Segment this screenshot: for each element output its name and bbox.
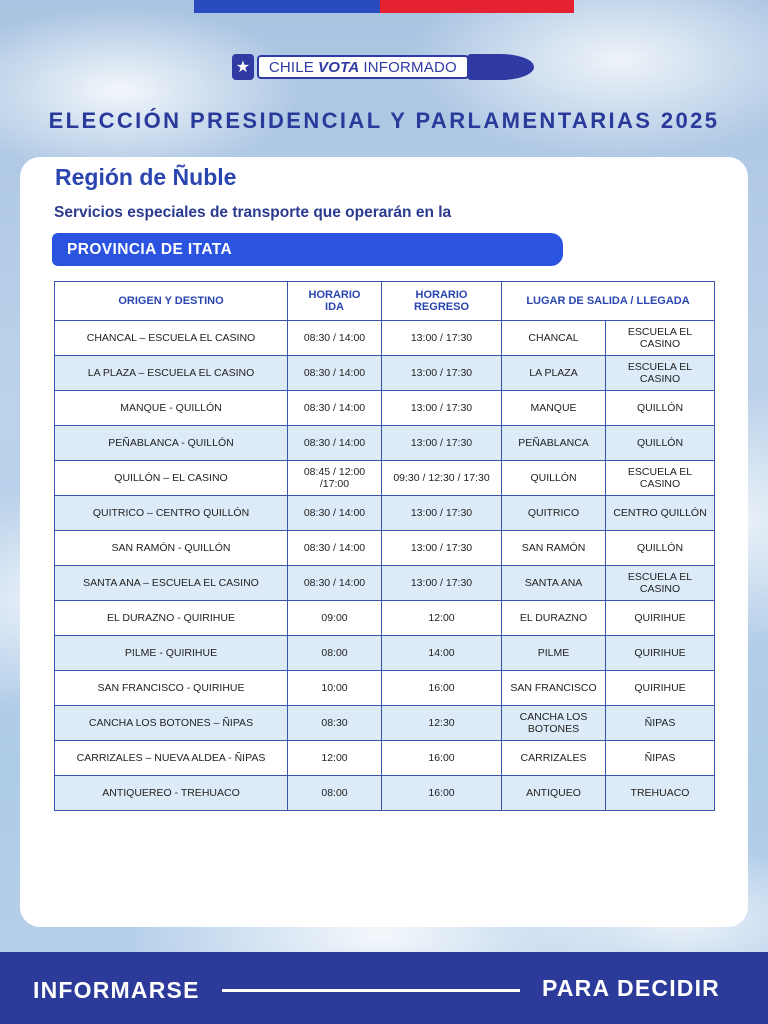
cell-ida: 08:45 / 12:00 /17:00 (288, 461, 382, 496)
cell-route: SAN RAMÓN - QUILLÓN (55, 531, 288, 566)
cell-route: PEÑABLANCA - QUILLÓN (55, 426, 288, 461)
cell-llegada: ESCUELA EL CASINO (606, 321, 715, 356)
cell-regreso: 12:00 (382, 601, 502, 636)
cell-llegada: ESCUELA EL CASINO (606, 356, 715, 391)
header-lugar: LUGAR DE SALIDA / LLEGADA (502, 282, 715, 321)
cell-llegada: ÑIPAS (606, 741, 715, 776)
table-row (55, 776, 715, 811)
cell-llegada: QUILLÓN (606, 391, 715, 426)
cell-regreso: 13:00 / 17:30 (382, 426, 502, 461)
cell-route: CHANCAL – ESCUELA EL CASINO (55, 321, 288, 356)
cell-salida: CARRIZALES (502, 741, 606, 776)
cell-ida: 08:30 / 14:00 (288, 496, 382, 531)
cell-salida: CANCHA LOS BOTONES (502, 706, 606, 741)
cell-regreso: 13:00 / 17:30 (382, 496, 502, 531)
header-ida-line2: IDA (325, 301, 344, 313)
cell-salida: ANTIQUEO (502, 776, 606, 811)
cell-llegada: ESCUELA EL CASINO (606, 566, 715, 601)
footer-right-text: PARA DECIDIR (542, 975, 720, 1001)
cell-ida: 08:00 (288, 776, 382, 811)
cell-regreso: 16:00 (382, 741, 502, 776)
header-origin: ORIGEN Y DESTINO (55, 282, 288, 321)
cell-salida: QUITRICO (502, 496, 606, 531)
cell-ida: 12:00 (288, 741, 382, 776)
header-regreso-line2: REGRESO (413, 301, 469, 313)
header-horario-regreso (382, 282, 502, 321)
cell-llegada: QUIRIHUE (606, 671, 715, 706)
cell-regreso: 13:00 / 17:30 (382, 391, 502, 426)
cell-salida: LA PLAZA (502, 356, 606, 391)
table-row (55, 706, 715, 741)
footer-left-text: INFORMARSE (33, 977, 200, 1003)
cell-salida: SAN RAMÓN (502, 531, 606, 566)
cell-llegada: QUIRIHUE (606, 636, 715, 671)
cell-llegada: QUIRIHUE (606, 601, 715, 636)
cell-ida: 08:00 (288, 636, 382, 671)
cell-route: ANTIQUEREO - TREHUACO (55, 776, 288, 811)
header-horario-ida (288, 282, 382, 321)
flag-blue-segment (194, 0, 380, 13)
cell-llegada: TREHUACO (606, 776, 715, 811)
cell-regreso: 16:00 (382, 776, 502, 811)
table-row (55, 461, 715, 496)
cell-regreso: 12:30 (382, 706, 502, 741)
logo-text-vota: VOTA (318, 58, 360, 76)
province-banner: PROVINCIA DE ITATA (52, 233, 563, 266)
cell-route: SANTA ANA – ESCUELA EL CASINO (55, 566, 288, 601)
cell-salida: MANQUE (502, 391, 606, 426)
flag-red-segment (380, 0, 574, 13)
cell-regreso: 09:30 / 12:30 / 17:30 (382, 461, 502, 496)
cell-llegada: QUILLÓN (606, 426, 715, 461)
table-row (55, 531, 715, 566)
cell-regreso: 13:00 / 17:30 (382, 531, 502, 566)
table-row (55, 391, 715, 426)
cell-ida: 09:00 (288, 601, 382, 636)
footer-divider (222, 989, 520, 992)
table-body (55, 321, 715, 811)
cell-ida: 08:30 / 14:00 (288, 391, 382, 426)
cell-salida: CHANCAL (502, 321, 606, 356)
services-subtitle: Servicios especiales de transporte que operarán en la (54, 204, 452, 221)
cell-llegada: ÑIPAS (606, 706, 715, 741)
cell-route: SAN FRANCISCO - QUIRIHUE (55, 671, 288, 706)
table-row (55, 496, 715, 531)
logo-text-chile: CHILE (268, 58, 315, 76)
cell-route: MANQUE - QUILLÓN (55, 391, 288, 426)
cell-llegada: ESCUELA EL CASINO (606, 461, 715, 496)
cell-llegada: CENTRO QUILLÓN (606, 496, 715, 531)
flag-bar (194, 0, 574, 13)
table-row (55, 321, 715, 356)
cell-ida: 08:30 (288, 706, 382, 741)
table-header-row (55, 282, 715, 321)
cell-ida: 08:30 / 14:00 (288, 566, 382, 601)
cell-route: QUITRICO – CENTRO QUILLÓN (55, 496, 288, 531)
cell-route: PILME - QUIRIHUE (55, 636, 288, 671)
cell-salida: SANTA ANA (502, 566, 606, 601)
region-heading: Región de Ñuble (55, 164, 237, 190)
star-icon: ★ (232, 54, 254, 80)
table-row (55, 601, 715, 636)
cell-llegada: QUILLÓN (606, 531, 715, 566)
table-row (55, 741, 715, 776)
cell-salida: EL DURAZNO (502, 601, 606, 636)
header-regreso-line1: HORARIO (415, 289, 468, 301)
cell-salida: PILME (502, 636, 606, 671)
table-row (55, 671, 715, 706)
cell-regreso: 14:00 (382, 636, 502, 671)
pencil-icon (467, 54, 534, 80)
header-ida-line1: HORARIO (308, 289, 361, 301)
cell-ida: 08:30 / 14:00 (288, 531, 382, 566)
footer-banner (0, 952, 768, 1024)
cell-ida: 08:30 / 14:00 (288, 321, 382, 356)
cell-regreso: 16:00 (382, 671, 502, 706)
cell-route: CANCHA LOS BOTONES – ÑIPAS (55, 706, 288, 741)
cell-regreso: 13:00 / 17:30 (382, 356, 502, 391)
table-row (55, 566, 715, 601)
cell-route: QUILLÓN – EL CASINO (55, 461, 288, 496)
cell-route: LA PLAZA – ESCUELA EL CASINO (55, 356, 288, 391)
cell-salida: QUILLÓN (502, 461, 606, 496)
table-row (55, 356, 715, 391)
table-row (55, 426, 715, 461)
cell-ida: 10:00 (288, 671, 382, 706)
cell-ida: 08:30 / 14:00 (288, 426, 382, 461)
cell-salida: SAN FRANCISCO (502, 671, 606, 706)
cell-regreso: 13:00 / 17:30 (382, 566, 502, 601)
cell-regreso: 13:00 / 17:30 (382, 321, 502, 356)
cell-route: EL DURAZNO - QUIRIHUE (55, 601, 288, 636)
logo-text-informado: INFORMADO (363, 58, 457, 76)
table-row (55, 636, 715, 671)
logo-text (257, 55, 469, 79)
cell-ida: 08:30 / 14:00 (288, 356, 382, 391)
cell-route: CARRIZALES – NUEVA ALDEA - ÑIPAS (55, 741, 288, 776)
cell-salida: PEÑABLANCA (502, 426, 606, 461)
transport-schedule-table (54, 281, 715, 811)
chile-vota-informado-logo (232, 51, 534, 83)
page-title: ELECCIÓN PRESIDENCIAL Y PARLAMENTARIAS 2025 (48, 108, 720, 133)
